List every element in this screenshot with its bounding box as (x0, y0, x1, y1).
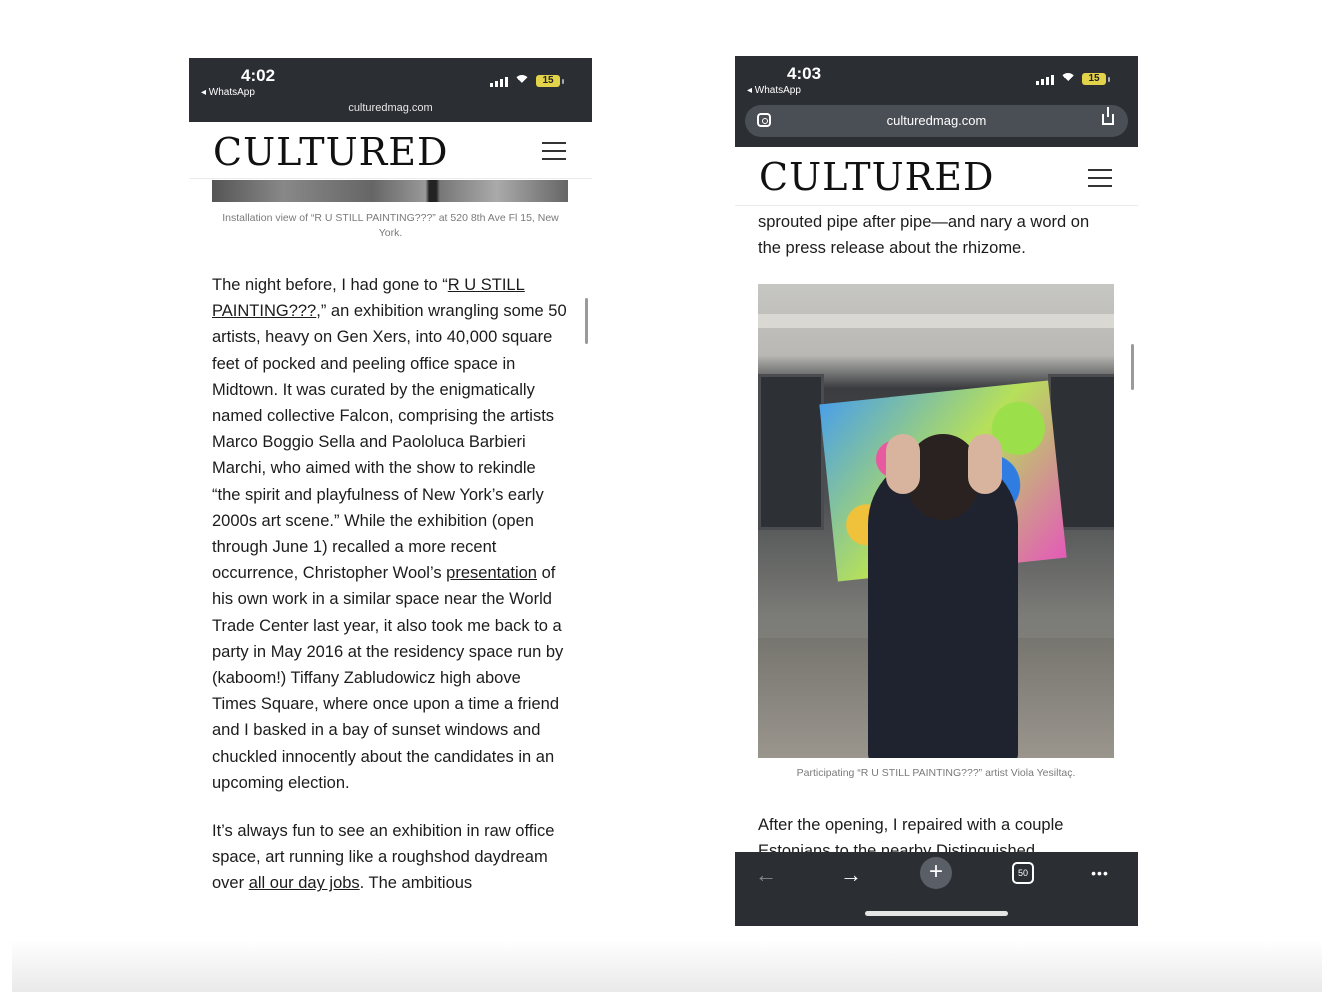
image-caption: Participating “R U STILL PAINTING???” artist Viola Yesiltaç. (796, 767, 1076, 779)
site-header (189, 122, 592, 179)
article-image-bottom-edge (212, 180, 568, 202)
status-bar (189, 58, 592, 122)
cultured-logo[interactable]: CULTURED (213, 130, 449, 174)
wifi-icon (514, 75, 530, 87)
forward-arrow-icon[interactable]: → (840, 862, 862, 887)
scroll-indicator[interactable] (585, 298, 588, 344)
right-phone-screenshot (735, 56, 1138, 926)
presentation-link[interactable]: presentation (446, 564, 537, 583)
article-paragraph: It’s always fun to see an exhibition in raw office space, art running like a roughshod daydream over all our day jobs. The ambitious (212, 822, 555, 893)
back-to-app-link[interactable]: ◂ WhatsApp (747, 85, 801, 96)
battery-icon: 15 (536, 75, 560, 87)
status-time: 4:02 (241, 66, 276, 85)
signal-icon (490, 77, 508, 87)
wifi-icon (1060, 73, 1076, 85)
address-bar[interactable] (745, 105, 1128, 137)
site-header (735, 147, 1138, 206)
day-jobs-link[interactable]: all our day jobs (248, 874, 360, 893)
menu-icon[interactable] (1088, 169, 1112, 187)
artist-photo (758, 284, 1114, 758)
article-body-top (758, 209, 1114, 261)
battery-icon: 15 (1082, 73, 1106, 85)
status-time: 4:03 (787, 64, 822, 83)
home-indicator[interactable] (865, 911, 1008, 916)
article-paragraph: sprouted pipe after pipe—and nary a word on the press release about the rhizome. (758, 213, 1090, 258)
tabs-count-icon[interactable]: 50 (1012, 862, 1034, 884)
page-bottom-shade (12, 940, 1322, 992)
scroll-indicator[interactable] (1131, 344, 1134, 390)
article-paragraph: After the opening, I repaired with a couple (758, 816, 1064, 834)
new-tab-icon[interactable]: + (920, 857, 952, 889)
back-to-app-link[interactable]: ◂ WhatsApp (201, 87, 255, 98)
url-text[interactable]: culturedmag.com (886, 113, 987, 128)
exhibition-link[interactable]: R U STILL PAINTING??? (212, 276, 525, 321)
signal-icon (1036, 75, 1054, 85)
url-label[interactable]: culturedmag.com (348, 102, 433, 114)
article-body (212, 272, 568, 897)
article-paragraph: The night before, I had gone to “R U STILL PAINTING???,” an exhibition wrangling some 50 artists, heavy on Gen Xers, into 40,000 square feet of pocked and peeling office space in Midtown. It was curated by the enigmatically named collective Falcon, comprising the artists Marco Boggio Sella and Paololuca Barbieri Marchi, who aimed with the show to rekindle “the spirit and playfulness of New York’s early 2000s art scene.” While the exhibition (open through June 1) recalled a more recent occurrence, Christopher Wool’s presentation of his own work in a similar space near the World Trade Center last year, it also took me back to a party in May 2016 at the residency space run by (kaboom!) Tiffany Zabludowicz high above Times Square, where once upon a time a friend and I basked in a bay of sunset windows and chuckled innocently about the candidates in an upcoming election. (212, 276, 567, 792)
menu-icon[interactable] (542, 142, 566, 160)
status-icons (1036, 73, 1106, 85)
back-arrow-icon[interactable]: ← (755, 862, 777, 887)
image-caption: Installation view of “R U STILL PAINTING???” at 520 8th Ave Fl 15, New York. (222, 212, 559, 239)
left-phone-screenshot (189, 58, 592, 928)
status-icons (490, 75, 560, 87)
share-icon[interactable] (1102, 114, 1114, 125)
more-menu-icon[interactable]: ••• (1091, 865, 1109, 881)
browser-toolbar (735, 852, 1138, 926)
status-bar (735, 56, 1138, 147)
cultured-logo[interactable]: CULTURED (759, 155, 995, 199)
